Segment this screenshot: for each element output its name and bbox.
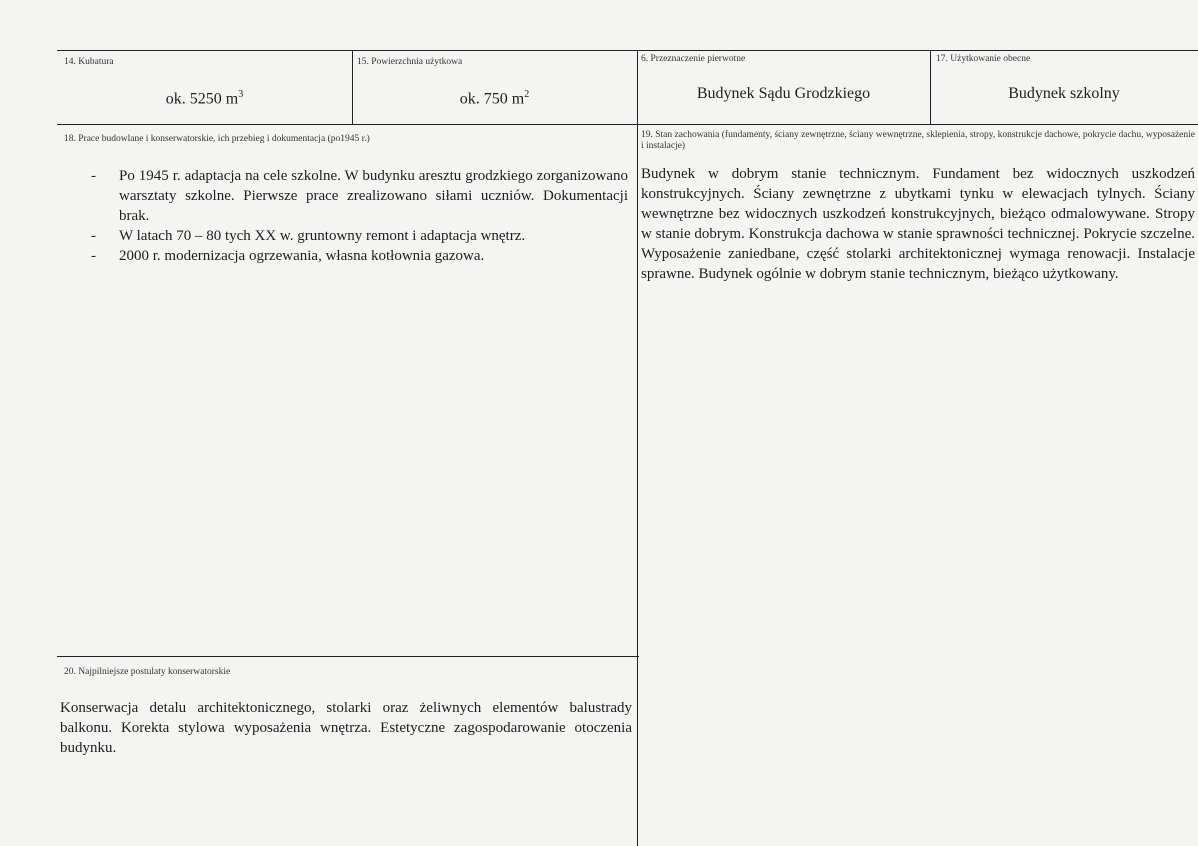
stan-text: Budynek w dobrym stanie technicznym. Fundament bez widocznych uszkodzeń konstrukcyjnych. Ściany zewnętrzne z ubytkami tynku w elewacjach tylnych. Ściany wewnętrzne bez widocznych uszkodzeń konstrukcyjnych, bieżąco odmalowywane. Stropy w stanie dobrym. Konstrukcja dachowa w stanie sprawności technicznej. Pokrycie szczelne. Wyposażenie zaniedbane, część stolarki architektonicznej wymaga renowacji. Instalacje sprawne. Budynek ogólnie w dobrym stanie technicznym, bieżąco użytkowany. xyxy=(641,166,1195,282)
list-item xyxy=(91,246,628,266)
powierzchnia-value xyxy=(352,89,637,108)
kubatura-value xyxy=(57,89,352,108)
top-border xyxy=(57,50,1198,51)
list-dash: - xyxy=(91,248,96,264)
header-row-divider xyxy=(57,124,1198,125)
list-item xyxy=(91,166,628,226)
postulaty-divider xyxy=(57,656,639,657)
divider-1 xyxy=(352,50,353,124)
przeznaczenie-value: Budynek Sądu Grodzkiego xyxy=(696,85,871,102)
list-dash: - xyxy=(91,168,96,184)
uzytkowanie-label: 17. Użytkowanie obecne xyxy=(936,54,1031,64)
kubatura-unit-exponent: 3 xyxy=(238,89,244,100)
postulaty-text: Konserwacja detalu architektonicznego, stolarki oraz żeliwnych elementów balustrady balkonu. Korekta stylowa wyposażenia wnętrza. Estetyczne zagospodarowanie otoczenia budynku. xyxy=(60,700,632,756)
powierzchnia-value-text: ok. 750 m xyxy=(459,90,525,108)
kubatura-value-text: ok. 5250 m xyxy=(165,90,239,108)
prace-label: 18. Prace budowlane i konserwatorskie, ich przebieg i dokumentacja (po1945 r.) xyxy=(64,134,370,144)
stan-label: 19. Stan zachowania (fundamenty, ściany zewnętrzne, ściany wewnętrzne, sklepienia, stropy, konstrukcje dachowe, pokrycie dachu, wyposażenie i instalacje) xyxy=(641,130,1195,151)
list-dash: - xyxy=(91,228,96,244)
postulaty-label: 20. Najpilniejsze postulaty konserwatorskie xyxy=(64,667,231,677)
powierzchnia-label: 15. Powierzchnia użytkowa xyxy=(357,57,463,67)
prace-list xyxy=(91,166,628,266)
list-item-text: 2000 r. modernizacja ogrzewania, własna kotłownia gazowa. xyxy=(119,248,485,264)
list-item-text: Po 1945 r. adaptacja na cele szkolne. W budynku aresztu grodzkiego zorganizowano warsztaty szkolne. Pierwsze prace zrealizowano siłami uczniów. Dokumentacji brak. xyxy=(119,168,628,224)
list-item-text: W latach 70 – 80 tych XX w. gruntowny remont i adaptacja wnętrz. xyxy=(119,228,526,244)
przeznaczenie-label: 6. Przeznaczenie pierwotne xyxy=(641,54,746,64)
list-item xyxy=(91,226,628,246)
powierzchnia-unit-exponent: 2 xyxy=(524,89,530,100)
kubatura-label: 14. Kubatura xyxy=(64,57,114,67)
center-divider xyxy=(637,50,638,846)
uzytkowanie-value: Budynek szkolny xyxy=(1008,85,1120,102)
